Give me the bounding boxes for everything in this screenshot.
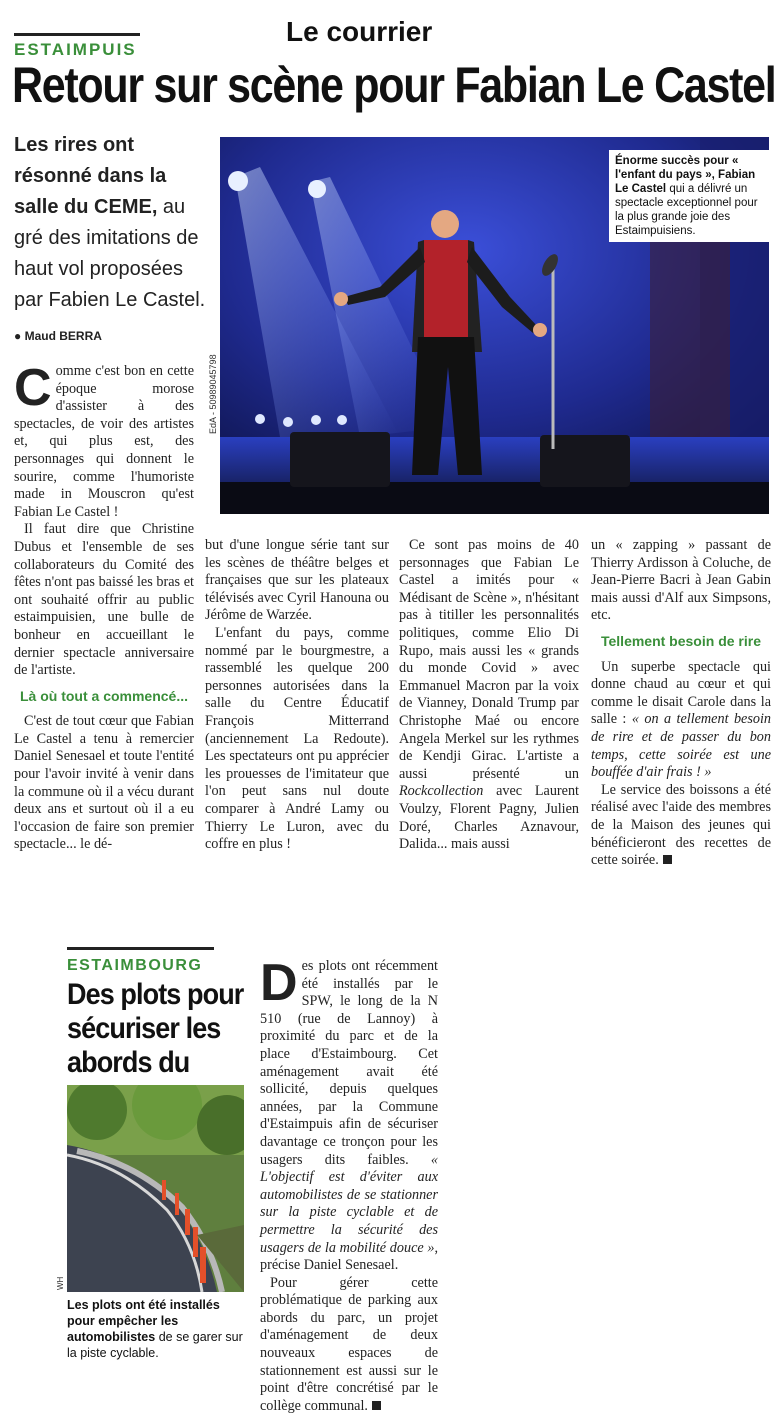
- kicker-rule: [14, 33, 140, 36]
- col4-paragraph-3: [591, 782, 771, 870]
- col1-paragraph-1: [14, 359, 194, 521]
- col1-paragraph-2: Il faut dire que Christine Dubus et l'ensemble de ses collaborateurs du Comité des fêtes n'ont pas baissé les bras et ont souhaité offrir au public estaimpuisien, une bulle de bonheur en accueillant le dernier spectacle anniversaire de l'artiste.: [14, 521, 194, 679]
- col4-p3-text: Le service des boissons a été réalisé avec l'aide des membres de la Maison des jeunes qui bénéficieront des recettes de cette soirée.: [591, 781, 771, 869]
- col4-text-a: Un superbe spectacle qui donne chaud au cœur et qui comme le disait Carole dans la salle :: [591, 658, 771, 728]
- article1-column-1: [14, 359, 194, 854]
- b2-caption-rest: de se garer sur la piste cyclable.: [67, 1330, 243, 1360]
- col4-subhead: Tellement besoin de rire: [600, 632, 761, 649]
- col3-paragraph-1: [399, 537, 579, 854]
- caption-rest: qui a délivré un spectacle exceptionnel pour la plus grande joie des Estaimpuisiens.: [615, 183, 758, 237]
- a2-text-b: , précise Daniel Senesael.: [260, 1239, 438, 1274]
- article1-kicker: ESTAIMPUIS: [14, 40, 137, 59]
- article1-headline: Retour sur scène pour Fabian Le Castel: [12, 57, 776, 113]
- col2-paragraph-2: L'enfant du pays, comme nommé par le bourgmestre, a rassemblé les quelque 200 personnes autorisées dans la salle du Centre Éducatif François Mitterrand (anciennement La Redoute). Les spectateurs ont pu apprécier les prouesses de l'imitateur que l'on peut sans nul doute comparer à André Lamy ou Thierry Le Luron, avec du coffre en plus !: [205, 624, 389, 853]
- col4-paragraph-2: [591, 659, 771, 782]
- a2-italic: « L'objectif est d'éviter aux automobilistes de se stationner sur la piste cyclable et de permettre la sécurité des usagers de la mobilité douce »: [260, 1151, 438, 1256]
- bollards-photo-credit: WH: [56, 1276, 65, 1290]
- lede-bold: Les rires ont résonné dans la salle du CEME,: [14, 134, 167, 218]
- col3-text-a: Ce sont pas moins de 40 personnages que Fabian Le Castel a imités pour « Médisant de Scène », n'hésitant pas à titiller les personnalités politiques, comme Elio Di Rupo, mais aussi les « grands du monde Covid » avec Emmanuel Macron par la voix de Vianney, Donald Trump par Christophe Maé ou encore Angela Merkel sur les rythmes de Kendji Girac. L'artiste a aussi présenté un: [399, 537, 579, 782]
- article1-lede: [14, 130, 214, 316]
- article2-kicker: ESTAIMBOURG: [67, 957, 203, 974]
- article1-column-2: [205, 537, 389, 854]
- bollards-photo-caption: [67, 1297, 247, 1361]
- bollards-photo-illustration: [67, 1085, 244, 1292]
- lede-rest: au gré des imitations de haut vol proposées par Fabien Le Castel.: [14, 196, 206, 311]
- masthead: Le courrier: [286, 16, 433, 47]
- article1-column-3: [399, 537, 579, 854]
- article2-headline: Des plots pour sécuriser les abords du: [67, 978, 244, 1079]
- article2-dropcap: D: [260, 954, 298, 1012]
- end-mark-icon: [663, 855, 672, 864]
- article2-paragraph-1: [260, 954, 438, 1275]
- article2-rule: [67, 947, 214, 950]
- stage-photo-caption: [609, 150, 769, 242]
- col4-paragraph-1: un « zapping » passant de Thierry Ardisson à Coluche, de Jean-Pierre Bacri à Jean Gabin mais aussi d'Alf aux Simpsons, etc.: [591, 537, 771, 624]
- col1-paragraph-3: C'est de tout cœur que Fabian Le Castel a tenu à remercier Daniel Senesael et toute l'entité pour l'avoir invité à venir dans la commune où il a vécu durant deux ans et surtout où il a eu l'occasion de faire son premier spectacle... le dé-: [14, 713, 194, 853]
- bollards-photo: [67, 1085, 244, 1292]
- article1-byline: ● Maud BERRA: [14, 329, 102, 343]
- col3-text-b: avec Laurent Voulzy, Florent Pagny, Julien Doré, Charles Aznavour, Dalida... mais aussi: [399, 783, 579, 853]
- col1-subhead: Là où tout a commencé...: [19, 687, 189, 704]
- end-mark-icon: [372, 1401, 381, 1410]
- article1-column-4: [591, 537, 771, 870]
- a2-p2-text: Pour gérer cette problématique de parking aux abords du parc, un projet d'aménagement de deux nouveaux espaces de stationnement est aussi sur le point d'être concrétisé par le collège communal.: [260, 1274, 438, 1414]
- col4-italic: « on a tellement besoin de rire et de passer du bon temps, cette soirée est une bouffée d'air frais ! »: [591, 711, 771, 781]
- b2-caption-bold: Les plots ont été installés pour empêcher les automobilistes: [67, 1298, 220, 1344]
- col1-p1-text: omme c'est bon en cette époque morose d'assister à des spectacles, de voir des artistes et, qui plus est, des personnages qui donnent le sourire, comme l'humoriste made in Mouscron qu'est Fabian Le Castel !: [14, 363, 194, 520]
- article2-paragraph-2: [260, 1275, 438, 1415]
- col2-paragraph-1: but d'une longue série tant sur les scènes de théâtre belges et françaises que sur les plateaux télévisés avec Cyril Hanouna ou Jérôme de Warzée.: [205, 537, 389, 624]
- a2-text-a: es plots ont récemment été installés par le SPW, le long de la N 510 (rue de Lannoy) à proximité du parc et de la place d'Estaimbourg. Cet aménagement avait été sollicité, depuis quelques années, par la Commune d'Estaimpuis afin de sécuriser davantage ce tronçon pour les usagers dits faibles.: [260, 958, 438, 1168]
- dropcap: C: [14, 359, 52, 417]
- stage-photo-credit: EdA - 50989045798: [208, 354, 218, 434]
- article2-body: [260, 954, 438, 1415]
- caption-bold: Énorme succès pour « l'enfant du pays », Fabian Le Castel: [615, 155, 756, 195]
- col3-italic: Rockcollection: [399, 783, 484, 800]
